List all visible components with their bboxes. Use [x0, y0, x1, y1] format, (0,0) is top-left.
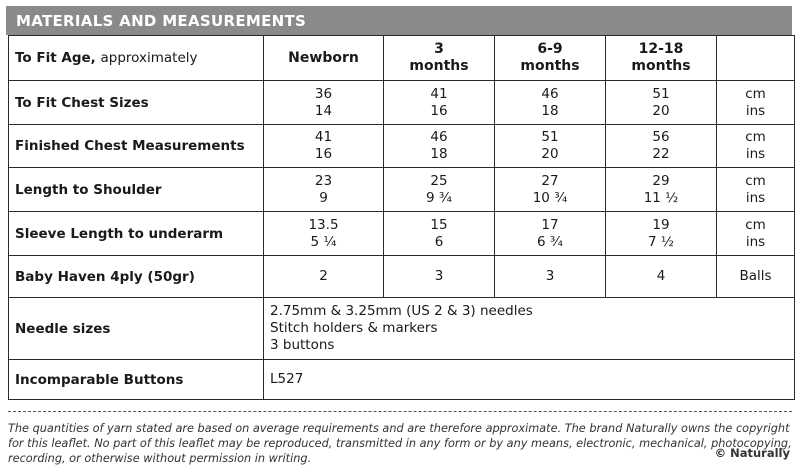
row-label: Incomparable Buttons: [9, 360, 264, 400]
table-cell: 4: [606, 256, 717, 298]
size-header: 6-9 months: [495, 36, 606, 81]
unit-cell: cm ins: [717, 168, 795, 212]
table-cell: 3: [384, 256, 495, 298]
age-label: To Fit Age, approximately: [9, 36, 264, 81]
row-label: Needle sizes: [9, 298, 264, 360]
table-row: [9, 298, 795, 360]
table-cell: 36 14: [264, 81, 384, 125]
section-header: [6, 6, 792, 35]
table-cell: 17 6 ¾: [495, 212, 606, 256]
unit-cell: Balls: [717, 256, 795, 298]
table-cell: 51 20: [606, 81, 717, 125]
row-label: Finished Chest Measurements: [9, 125, 264, 168]
table-cell: 41 16: [384, 81, 495, 125]
measurements-table: [8, 35, 795, 400]
unit-cell: cm ins: [717, 212, 795, 256]
buttons-code: L527: [264, 360, 795, 400]
table-row: [9, 212, 795, 256]
table-cell: 15 6: [384, 212, 495, 256]
row-label: Baby Haven 4ply (50gr): [9, 256, 264, 298]
row-label: Length to Shoulder: [9, 168, 264, 212]
row-label: Sleeve Length to underarm: [9, 212, 264, 256]
unit-header: [717, 36, 795, 81]
table-cell: 23 9: [264, 168, 384, 212]
table-cell: 56 22: [606, 125, 717, 168]
section-title: MATERIALS AND MEASUREMENTS: [16, 11, 307, 30]
table-cell: 29 11 ½: [606, 168, 717, 212]
table-cell: 46 18: [495, 81, 606, 125]
table-cell: 27 10 ¾: [495, 168, 606, 212]
age-row: [9, 36, 795, 81]
table-cell: 13.5 5 ¼: [264, 212, 384, 256]
table-row: [9, 256, 795, 298]
unit-cell: cm ins: [717, 81, 795, 125]
size-header: Newborn: [264, 36, 384, 81]
table-cell: 3: [495, 256, 606, 298]
size-header: 12-18 months: [606, 36, 717, 81]
row-label: To Fit Chest Sizes: [9, 81, 264, 125]
table-cell: 19 7 ½: [606, 212, 717, 256]
needle-details: 2.75mm & 3.25mm (US 2 & 3) needles Stitch holders & markers 3 buttons: [264, 298, 795, 360]
table-row: [9, 360, 795, 400]
footer-text: The quantities of yarn stated are based on average requirements and are therefore approximate. The brand Naturally owns the copyright for this leaflet. No part of this leaflet may be reproduced, transmitted in any form or by any means, electronic, mechanical, photocopying, recording, or otherwise without permission in writing.: [8, 422, 792, 465]
table-row: [9, 125, 795, 168]
table-cell: 51 20: [495, 125, 606, 168]
table-cell: 25 9 ¾: [384, 168, 495, 212]
table-cell: 41 16: [264, 125, 384, 168]
copyright-notice: [8, 411, 792, 466]
table-row: [9, 168, 795, 212]
size-header: 3 months: [384, 36, 495, 81]
brand-mark: © Naturally: [714, 446, 790, 460]
unit-cell: cm ins: [717, 125, 795, 168]
table-cell: 46 18: [384, 125, 495, 168]
table-cell: 2: [264, 256, 384, 298]
table-row: [9, 81, 795, 125]
